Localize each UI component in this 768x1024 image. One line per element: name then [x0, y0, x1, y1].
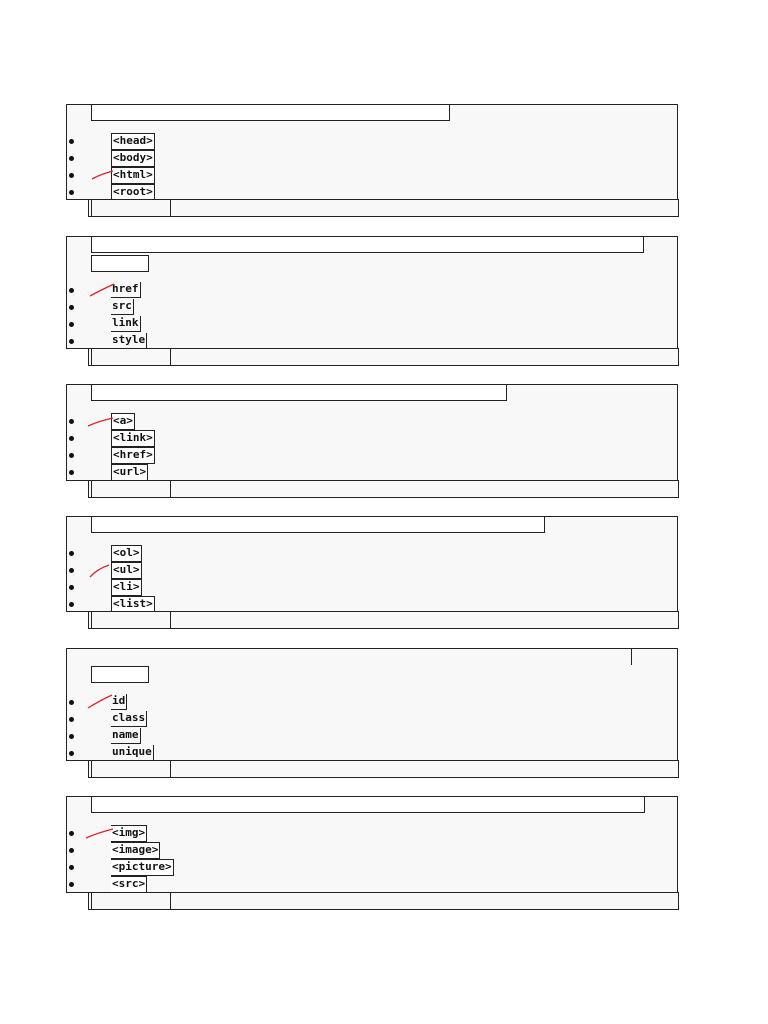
question-2-title-continued: [91, 255, 149, 272]
bullet-icon: [69, 734, 74, 739]
bullet-icon: [69, 751, 74, 756]
bullet-icon: [69, 305, 74, 310]
bullet-icon: [69, 156, 74, 161]
bullet-icon: [69, 190, 74, 195]
bullet-icon: [69, 865, 74, 870]
option-label: <head>: [111, 133, 155, 150]
option-label: <list>: [111, 596, 155, 613]
option-label: <link>: [111, 430, 155, 447]
bullet-icon: [69, 453, 74, 458]
question-1-title: [91, 104, 450, 121]
bullet-icon: [69, 700, 74, 705]
footer-cell: [91, 612, 171, 628]
bullet-icon: [69, 551, 74, 556]
footer-cell: [91, 893, 171, 909]
question-2-footer: [88, 348, 679, 366]
option-label: src: [111, 299, 134, 315]
bullet-icon: [69, 173, 74, 178]
question-6-title: [91, 796, 645, 813]
footer-cell: [91, 200, 171, 216]
option-label: <ol>: [111, 545, 142, 562]
option-label: <image>: [111, 842, 160, 859]
option-label: unique: [111, 745, 154, 761]
question-4-footer: [88, 611, 679, 629]
question-5-title: [91, 648, 632, 665]
question-2: [66, 236, 678, 349]
bullet-icon: [69, 339, 74, 344]
bullet-icon: [69, 139, 74, 144]
option-label: <root>: [111, 184, 155, 201]
bullet-icon: [69, 882, 74, 887]
option-label: style: [111, 333, 147, 349]
option-label: <html>: [111, 167, 155, 184]
question-4-title: [91, 516, 545, 533]
option-label: <img>: [111, 825, 147, 842]
option-label: <src>: [111, 876, 147, 893]
option-label: href: [111, 282, 141, 298]
option-label: <picture>: [111, 859, 174, 876]
question-3-footer: [88, 480, 679, 498]
footer-cell: [91, 761, 171, 777]
bullet-icon: [69, 322, 74, 327]
bullet-icon: [69, 831, 74, 836]
question-4: [66, 516, 678, 612]
option-label: <a>: [111, 413, 135, 430]
answer-check-mark: [89, 563, 113, 579]
option-label: link: [111, 316, 141, 332]
question-3-title: [91, 384, 507, 401]
option-label: <ul>: [111, 562, 142, 579]
footer-cell: [91, 349, 171, 365]
question-5-title-continued: [91, 666, 149, 683]
question-3: [66, 384, 678, 481]
bullet-icon: [69, 585, 74, 590]
bullet-icon: [69, 470, 74, 475]
option-label: <body>: [111, 150, 155, 167]
question-5: [66, 648, 678, 761]
question-1: [66, 104, 678, 200]
bullet-icon: [69, 436, 74, 441]
bullet-icon: [69, 602, 74, 607]
question-6-footer: [88, 892, 679, 910]
option-label: <href>: [111, 447, 155, 464]
bullet-icon: [69, 848, 74, 853]
footer-cell: [91, 481, 171, 497]
option-label: id: [111, 694, 127, 710]
bullet-icon: [69, 288, 74, 293]
question-6: [66, 796, 678, 893]
question-5-footer: [88, 760, 679, 778]
option-label: <li>: [111, 579, 142, 596]
bullet-icon: [69, 568, 74, 573]
option-label: <url>: [111, 464, 148, 481]
question-1-footer: [88, 199, 679, 217]
option-label: class: [111, 711, 147, 727]
bullet-icon: [69, 717, 74, 722]
question-2-title: [91, 236, 644, 253]
option-label: name: [111, 728, 141, 744]
bullet-icon: [69, 419, 74, 424]
